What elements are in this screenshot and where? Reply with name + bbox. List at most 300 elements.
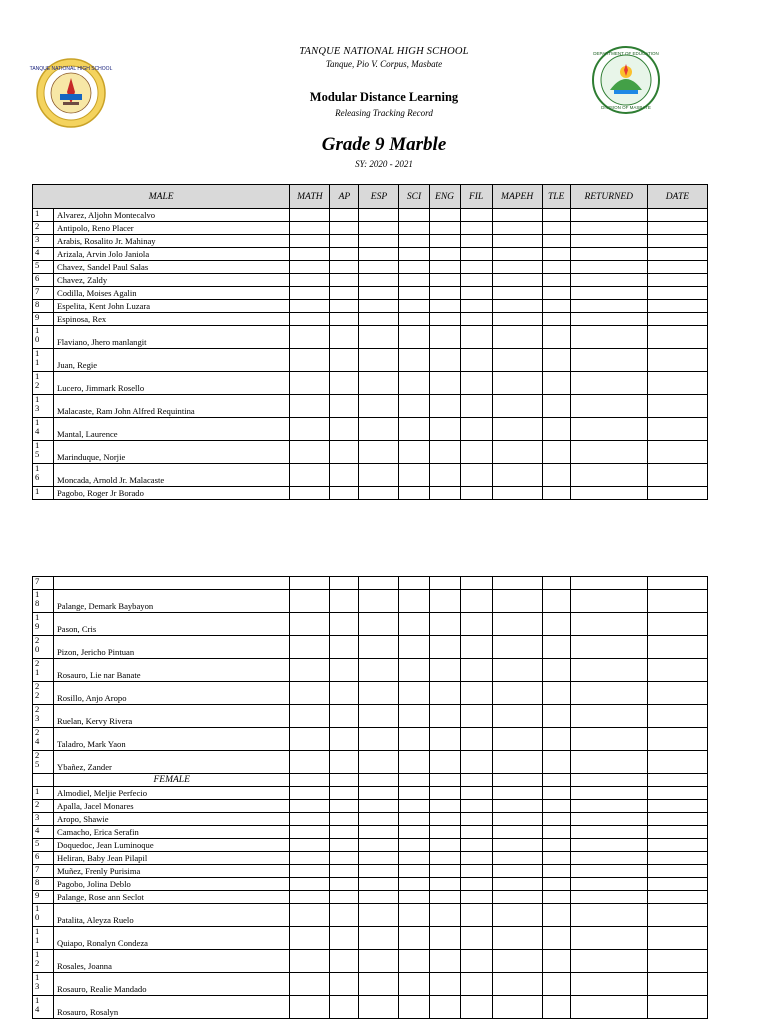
cell-fil[interactable] (460, 705, 492, 728)
cell-date[interactable] (647, 852, 707, 865)
cell-math[interactable] (290, 261, 330, 274)
cell-ap[interactable] (330, 636, 359, 659)
cell-returned[interactable] (570, 261, 647, 274)
cell-math[interactable] (290, 287, 330, 300)
cell-esp[interactable] (359, 728, 399, 751)
cell-math[interactable] (290, 326, 330, 349)
cell-fil[interactable] (460, 636, 492, 659)
cell-eng[interactable] (429, 682, 460, 705)
cell-mapeh[interactable] (492, 659, 542, 682)
cell-sci[interactable] (399, 274, 429, 287)
cell-mapeh[interactable] (492, 839, 542, 852)
cell-math[interactable] (290, 441, 330, 464)
cell-fil[interactable] (460, 996, 492, 1019)
cell-date[interactable] (647, 613, 707, 636)
cell-ap[interactable] (330, 852, 359, 865)
cell-fil[interactable] (460, 659, 492, 682)
cell-fil[interactable] (460, 878, 492, 891)
cell-tle[interactable] (542, 996, 570, 1019)
cell-date[interactable] (647, 705, 707, 728)
cell-eng[interactable] (429, 464, 460, 487)
cell-math[interactable] (290, 590, 330, 613)
cell-tle[interactable] (542, 852, 570, 865)
cell-ap[interactable] (330, 682, 359, 705)
cell-ap[interactable] (330, 441, 359, 464)
cell-esp[interactable] (359, 950, 399, 973)
cell-returned[interactable] (570, 659, 647, 682)
cell-sci[interactable] (399, 441, 429, 464)
cell-returned[interactable] (570, 577, 647, 590)
cell-ap[interactable] (330, 261, 359, 274)
cell-sci[interactable] (399, 973, 429, 996)
cell-mapeh[interactable] (492, 800, 542, 813)
cell-sci[interactable] (399, 927, 429, 950)
cell-returned[interactable] (570, 613, 647, 636)
cell-tle[interactable] (542, 209, 570, 222)
cell-eng[interactable] (429, 209, 460, 222)
cell-mapeh[interactable] (492, 751, 542, 774)
cell-esp[interactable] (359, 487, 399, 500)
cell-ap[interactable] (330, 973, 359, 996)
cell-tle[interactable] (542, 705, 570, 728)
cell-math[interactable] (290, 787, 330, 800)
cell-eng[interactable] (429, 996, 460, 1019)
cell-sci[interactable] (399, 395, 429, 418)
cell-returned[interactable] (570, 209, 647, 222)
cell-eng[interactable] (429, 891, 460, 904)
cell-sci[interactable] (399, 313, 429, 326)
cell-esp[interactable] (359, 441, 399, 464)
cell-mapeh[interactable] (492, 235, 542, 248)
cell-esp[interactable] (359, 865, 399, 878)
cell-returned[interactable] (570, 839, 647, 852)
cell-tle[interactable] (542, 751, 570, 774)
cell-ap[interactable] (330, 878, 359, 891)
cell-mapeh[interactable] (492, 682, 542, 705)
cell-esp[interactable] (359, 222, 399, 235)
cell-fil[interactable] (460, 326, 492, 349)
cell-esp[interactable] (359, 577, 399, 590)
cell-eng[interactable] (429, 852, 460, 865)
cell-math[interactable] (290, 372, 330, 395)
cell-ap[interactable] (330, 950, 359, 973)
cell-tle[interactable] (542, 222, 570, 235)
cell-returned[interactable] (570, 865, 647, 878)
cell-ap[interactable] (330, 826, 359, 839)
cell-date[interactable] (647, 996, 707, 1019)
cell-esp[interactable] (359, 287, 399, 300)
cell-date[interactable] (647, 728, 707, 751)
cell-sci[interactable] (399, 590, 429, 613)
cell-tle[interactable] (542, 613, 570, 636)
cell-tle[interactable] (542, 441, 570, 464)
cell-tle[interactable] (542, 891, 570, 904)
cell-date[interactable] (647, 826, 707, 839)
cell-ap[interactable] (330, 487, 359, 500)
cell-esp[interactable] (359, 852, 399, 865)
cell-fil[interactable] (460, 209, 492, 222)
cell-esp[interactable] (359, 636, 399, 659)
cell-ap[interactable] (330, 577, 359, 590)
cell-eng[interactable] (429, 839, 460, 852)
cell-eng[interactable] (429, 813, 460, 826)
cell-sci[interactable] (399, 261, 429, 274)
cell-tle[interactable] (542, 235, 570, 248)
cell-mapeh[interactable] (492, 865, 542, 878)
cell-esp[interactable] (359, 274, 399, 287)
cell-eng[interactable] (429, 659, 460, 682)
cell-mapeh[interactable] (492, 261, 542, 274)
cell-tle[interactable] (542, 372, 570, 395)
cell-fil[interactable] (460, 813, 492, 826)
cell-sci[interactable] (399, 222, 429, 235)
cell-eng[interactable] (429, 395, 460, 418)
cell-sci[interactable] (399, 813, 429, 826)
cell-sci[interactable] (399, 682, 429, 705)
cell-math[interactable] (290, 878, 330, 891)
cell-eng[interactable] (429, 950, 460, 973)
cell-tle[interactable] (542, 865, 570, 878)
cell-eng[interactable] (429, 418, 460, 441)
cell-date[interactable] (647, 326, 707, 349)
cell-sci[interactable] (399, 235, 429, 248)
cell-fil[interactable] (460, 248, 492, 261)
cell-esp[interactable] (359, 705, 399, 728)
cell-returned[interactable] (570, 728, 647, 751)
cell-ap[interactable] (330, 248, 359, 261)
cell-mapeh[interactable] (492, 395, 542, 418)
cell-sci[interactable] (399, 787, 429, 800)
cell-mapeh[interactable] (492, 287, 542, 300)
cell-date[interactable] (647, 891, 707, 904)
cell-mapeh[interactable] (492, 973, 542, 996)
cell-math[interactable] (290, 313, 330, 326)
cell-fil[interactable] (460, 577, 492, 590)
cell-esp[interactable] (359, 209, 399, 222)
cell-fil[interactable] (460, 751, 492, 774)
cell-mapeh[interactable] (492, 464, 542, 487)
cell-mapeh[interactable] (492, 927, 542, 950)
cell-tle[interactable] (542, 590, 570, 613)
cell-returned[interactable] (570, 751, 647, 774)
cell-mapeh[interactable] (492, 826, 542, 839)
cell-returned[interactable] (570, 287, 647, 300)
cell-math[interactable] (290, 996, 330, 1019)
cell-date[interactable] (647, 274, 707, 287)
cell-ap[interactable] (330, 613, 359, 636)
cell-eng[interactable] (429, 222, 460, 235)
cell-ap[interactable] (330, 372, 359, 395)
cell-esp[interactable] (359, 878, 399, 891)
cell-fil[interactable] (460, 235, 492, 248)
cell-returned[interactable] (570, 300, 647, 313)
cell-math[interactable] (290, 813, 330, 826)
cell-ap[interactable] (330, 349, 359, 372)
cell-eng[interactable] (429, 705, 460, 728)
cell-date[interactable] (647, 927, 707, 950)
cell-mapeh[interactable] (492, 891, 542, 904)
cell-returned[interactable] (570, 349, 647, 372)
cell-fil[interactable] (460, 950, 492, 973)
cell-esp[interactable] (359, 826, 399, 839)
cell-date[interactable] (647, 787, 707, 800)
cell-esp[interactable] (359, 891, 399, 904)
cell-tle[interactable] (542, 349, 570, 372)
cell-eng[interactable] (429, 300, 460, 313)
cell-date[interactable] (647, 636, 707, 659)
cell-fil[interactable] (460, 287, 492, 300)
cell-fil[interactable] (460, 395, 492, 418)
cell-mapeh[interactable] (492, 209, 542, 222)
cell-esp[interactable] (359, 261, 399, 274)
cell-math[interactable] (290, 222, 330, 235)
cell-ap[interactable] (330, 813, 359, 826)
cell-ap[interactable] (330, 222, 359, 235)
cell-esp[interactable] (359, 248, 399, 261)
cell-mapeh[interactable] (492, 349, 542, 372)
cell-date[interactable] (647, 751, 707, 774)
cell-date[interactable] (647, 349, 707, 372)
cell-returned[interactable] (570, 464, 647, 487)
cell-sci[interactable] (399, 613, 429, 636)
cell-date[interactable] (647, 487, 707, 500)
cell-tle[interactable] (542, 800, 570, 813)
cell-esp[interactable] (359, 395, 399, 418)
cell-esp[interactable] (359, 751, 399, 774)
cell-fil[interactable] (460, 418, 492, 441)
cell-eng[interactable] (429, 248, 460, 261)
cell-mapeh[interactable] (492, 904, 542, 927)
cell-date[interactable] (647, 395, 707, 418)
cell-returned[interactable] (570, 891, 647, 904)
cell-math[interactable] (290, 839, 330, 852)
cell-eng[interactable] (429, 590, 460, 613)
cell-returned[interactable] (570, 904, 647, 927)
cell-esp[interactable] (359, 235, 399, 248)
cell-math[interactable] (290, 891, 330, 904)
cell-tle[interactable] (542, 636, 570, 659)
cell-math[interactable] (290, 728, 330, 751)
cell-ap[interactable] (330, 326, 359, 349)
cell-mapeh[interactable] (492, 636, 542, 659)
cell-mapeh[interactable] (492, 248, 542, 261)
cell-math[interactable] (290, 209, 330, 222)
cell-eng[interactable] (429, 274, 460, 287)
cell-date[interactable] (647, 464, 707, 487)
cell-fil[interactable] (460, 261, 492, 274)
cell-eng[interactable] (429, 728, 460, 751)
cell-sci[interactable] (399, 287, 429, 300)
cell-eng[interactable] (429, 326, 460, 349)
cell-tle[interactable] (542, 487, 570, 500)
cell-math[interactable] (290, 613, 330, 636)
cell-returned[interactable] (570, 418, 647, 441)
cell-sci[interactable] (399, 300, 429, 313)
cell-returned[interactable] (570, 395, 647, 418)
cell-eng[interactable] (429, 751, 460, 774)
cell-tle[interactable] (542, 326, 570, 349)
cell-sci[interactable] (399, 852, 429, 865)
cell-math[interactable] (290, 248, 330, 261)
cell-returned[interactable] (570, 248, 647, 261)
cell-returned[interactable] (570, 787, 647, 800)
cell-ap[interactable] (330, 787, 359, 800)
cell-math[interactable] (290, 418, 330, 441)
cell-math[interactable] (290, 865, 330, 878)
cell-tle[interactable] (542, 248, 570, 261)
cell-tle[interactable] (542, 577, 570, 590)
cell-tle[interactable] (542, 287, 570, 300)
cell-ap[interactable] (330, 927, 359, 950)
cell-sci[interactable] (399, 248, 429, 261)
cell-date[interactable] (647, 418, 707, 441)
cell-ap[interactable] (330, 904, 359, 927)
cell-tle[interactable] (542, 682, 570, 705)
cell-fil[interactable] (460, 839, 492, 852)
cell-returned[interactable] (570, 682, 647, 705)
cell-returned[interactable] (570, 878, 647, 891)
cell-date[interactable] (647, 839, 707, 852)
cell-fil[interactable] (460, 904, 492, 927)
cell-tle[interactable] (542, 261, 570, 274)
cell-esp[interactable] (359, 613, 399, 636)
cell-sci[interactable] (399, 950, 429, 973)
cell-esp[interactable] (359, 813, 399, 826)
cell-fil[interactable] (460, 349, 492, 372)
cell-eng[interactable] (429, 349, 460, 372)
cell-eng[interactable] (429, 800, 460, 813)
cell-math[interactable] (290, 751, 330, 774)
cell-eng[interactable] (429, 487, 460, 500)
cell-esp[interactable] (359, 682, 399, 705)
cell-sci[interactable] (399, 372, 429, 395)
cell-eng[interactable] (429, 973, 460, 996)
cell-date[interactable] (647, 300, 707, 313)
cell-fil[interactable] (460, 787, 492, 800)
cell-date[interactable] (647, 441, 707, 464)
cell-mapeh[interactable] (492, 326, 542, 349)
cell-eng[interactable] (429, 826, 460, 839)
cell-returned[interactable] (570, 800, 647, 813)
cell-eng[interactable] (429, 261, 460, 274)
cell-esp[interactable] (359, 590, 399, 613)
cell-sci[interactable] (399, 891, 429, 904)
cell-ap[interactable] (330, 235, 359, 248)
cell-date[interactable] (647, 813, 707, 826)
cell-sci[interactable] (399, 904, 429, 927)
cell-returned[interactable] (570, 326, 647, 349)
cell-date[interactable] (647, 287, 707, 300)
cell-eng[interactable] (429, 372, 460, 395)
cell-fil[interactable] (460, 464, 492, 487)
cell-esp[interactable] (359, 464, 399, 487)
cell-ap[interactable] (330, 274, 359, 287)
cell-date[interactable] (647, 973, 707, 996)
cell-date[interactable] (647, 261, 707, 274)
cell-eng[interactable] (429, 577, 460, 590)
cell-returned[interactable] (570, 973, 647, 996)
cell-tle[interactable] (542, 973, 570, 996)
cell-mapeh[interactable] (492, 878, 542, 891)
cell-math[interactable] (290, 636, 330, 659)
cell-mapeh[interactable] (492, 852, 542, 865)
cell-returned[interactable] (570, 852, 647, 865)
cell-mapeh[interactable] (492, 996, 542, 1019)
cell-tle[interactable] (542, 728, 570, 751)
cell-eng[interactable] (429, 235, 460, 248)
cell-date[interactable] (647, 577, 707, 590)
cell-date[interactable] (647, 372, 707, 395)
cell-sci[interactable] (399, 418, 429, 441)
cell-sci[interactable] (399, 865, 429, 878)
cell-date[interactable] (647, 222, 707, 235)
cell-eng[interactable] (429, 636, 460, 659)
cell-esp[interactable] (359, 996, 399, 1019)
cell-tle[interactable] (542, 395, 570, 418)
cell-tle[interactable] (542, 813, 570, 826)
cell-tle[interactable] (542, 878, 570, 891)
cell-mapeh[interactable] (492, 813, 542, 826)
cell-esp[interactable] (359, 418, 399, 441)
cell-ap[interactable] (330, 705, 359, 728)
cell-mapeh[interactable] (492, 577, 542, 590)
cell-tle[interactable] (542, 274, 570, 287)
cell-mapeh[interactable] (492, 300, 542, 313)
cell-returned[interactable] (570, 235, 647, 248)
cell-sci[interactable] (399, 826, 429, 839)
cell-date[interactable] (647, 313, 707, 326)
cell-date[interactable] (647, 682, 707, 705)
cell-mapeh[interactable] (492, 222, 542, 235)
cell-math[interactable] (290, 852, 330, 865)
cell-date[interactable] (647, 235, 707, 248)
cell-sci[interactable] (399, 577, 429, 590)
cell-math[interactable] (290, 274, 330, 287)
cell-date[interactable] (647, 800, 707, 813)
cell-returned[interactable] (570, 636, 647, 659)
cell-esp[interactable] (359, 839, 399, 852)
cell-mapeh[interactable] (492, 613, 542, 636)
cell-sci[interactable] (399, 800, 429, 813)
cell-fil[interactable] (460, 728, 492, 751)
cell-returned[interactable] (570, 441, 647, 464)
cell-ap[interactable] (330, 728, 359, 751)
cell-sci[interactable] (399, 878, 429, 891)
cell-returned[interactable] (570, 813, 647, 826)
cell-eng[interactable] (429, 441, 460, 464)
cell-fil[interactable] (460, 372, 492, 395)
cell-eng[interactable] (429, 287, 460, 300)
cell-math[interactable] (290, 904, 330, 927)
cell-math[interactable] (290, 395, 330, 418)
cell-esp[interactable] (359, 659, 399, 682)
cell-math[interactable] (290, 349, 330, 372)
cell-fil[interactable] (460, 441, 492, 464)
cell-tle[interactable] (542, 927, 570, 950)
cell-fil[interactable] (460, 313, 492, 326)
cell-sci[interactable] (399, 326, 429, 349)
cell-math[interactable] (290, 577, 330, 590)
cell-fil[interactable] (460, 865, 492, 878)
cell-returned[interactable] (570, 996, 647, 1019)
cell-mapeh[interactable] (492, 441, 542, 464)
cell-fil[interactable] (460, 274, 492, 287)
cell-sci[interactable] (399, 659, 429, 682)
cell-math[interactable] (290, 682, 330, 705)
cell-esp[interactable] (359, 349, 399, 372)
cell-esp[interactable] (359, 372, 399, 395)
cell-esp[interactable] (359, 904, 399, 927)
